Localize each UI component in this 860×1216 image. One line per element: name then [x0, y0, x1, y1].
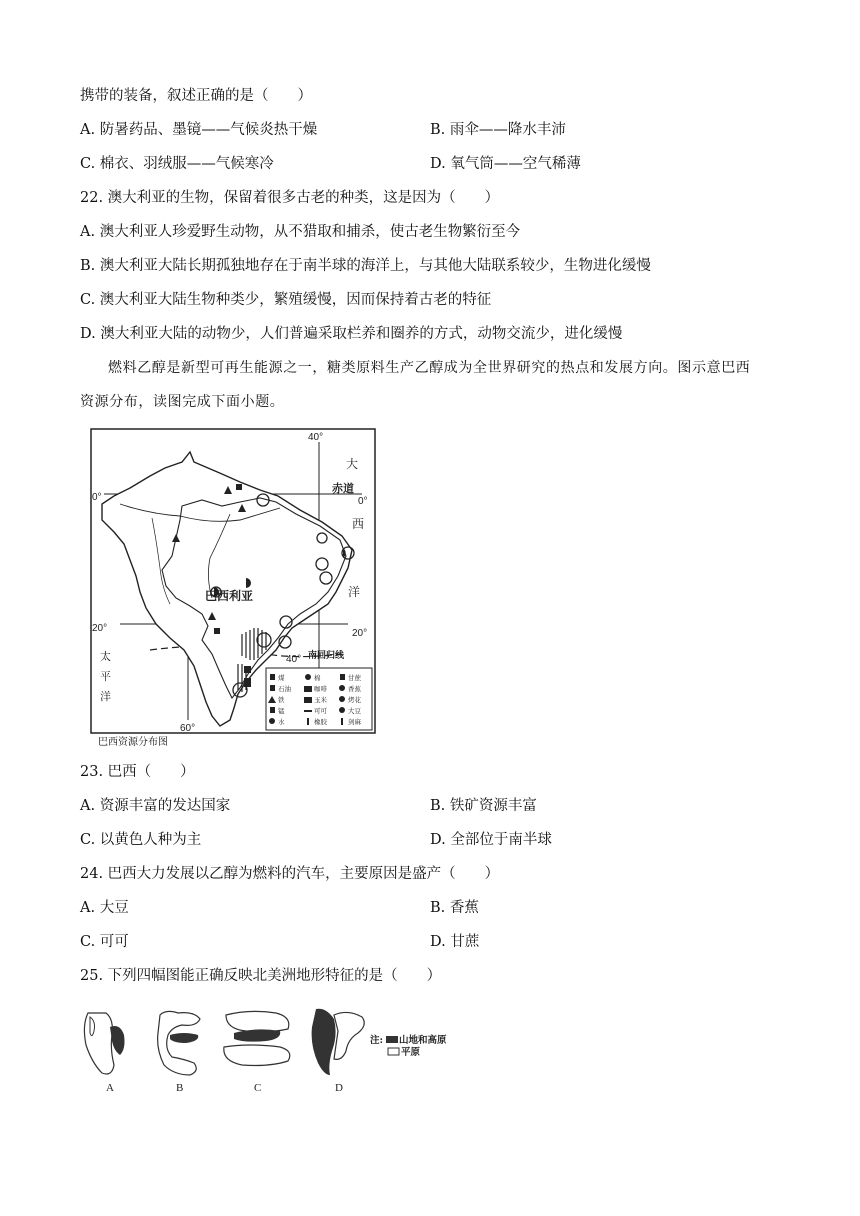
map-pacific-char-1: 太 [100, 650, 111, 663]
legend-iron: 铁 [278, 697, 285, 704]
map-pacific-char-3: 洋 [100, 690, 111, 703]
terrain-label-a: A [106, 1082, 114, 1094]
terrain-label-c: C [254, 1082, 262, 1094]
map-lat0-right-label: 0° [358, 496, 368, 507]
map-lon40-label: 40° [308, 432, 324, 443]
q23-option-d: D. 全部位于南半球 [430, 832, 552, 848]
q25-stem: 25. 下列四幅图能正确反映北美洲地形特征的是（ ） [80, 968, 442, 984]
north-america-terrain-figures [80, 1005, 480, 1095]
map-capital-label: 巴西利亚 [205, 589, 254, 603]
legend-coal: 煤 [278, 675, 285, 682]
legend-oil: 石油 [278, 686, 291, 693]
brazil-resource-map [90, 428, 376, 734]
material-intro-line2: 资源分布，读图完成下面小题。 [80, 394, 285, 410]
legend-corn: 玉米 [314, 697, 327, 704]
terrain-label-d: D [335, 1082, 343, 1094]
map-tropic-label: 南回归线 [308, 651, 345, 661]
map-pacific-char-2: 平 [100, 670, 111, 683]
terrain-label-b: B [176, 1082, 184, 1094]
terrain-legend-mountain: 山地和高原 [399, 1035, 447, 1046]
q24-option-d: D. 甘蔗 [430, 934, 480, 950]
q22-option-a: A. 澳大利亚人珍爱野生动物，从不猎取和捕杀，使古老生物繁衍至今 [80, 224, 521, 240]
q23-option-b: B. 铁矿资源丰富 [430, 798, 537, 814]
map-lon40-bottom-label: 40° [286, 654, 302, 665]
map-lon60-label: 60° [180, 723, 196, 734]
q24-option-c: C. 可可 [80, 934, 129, 950]
q24-option-b: B. 香蕉 [430, 900, 479, 916]
legend-tobacco: 烤花 [348, 697, 361, 704]
q23-stem: 23. 巴西（ ） [80, 764, 195, 780]
q21-option-b: B. 雨伞——降水丰沛 [430, 122, 566, 138]
map-atlantic-char-2: 西 [352, 517, 365, 531]
q21-stem: 携带的装备，叙述正确的是（ ） [80, 88, 312, 104]
terrain-legend-plain-swatch [388, 1048, 399, 1055]
legend-manganese: 锰 [278, 708, 285, 715]
legend-hydro: 水 [278, 719, 285, 726]
legend-cotton: 棉 [314, 675, 321, 682]
q21-option-c: C. 棉衣、羽绒服——气候寒冷 [80, 156, 274, 172]
map-atlantic-char-3: 洋 [348, 585, 361, 599]
map-lat20-label: 20° [92, 623, 108, 634]
legend-banana: 香蕉 [348, 686, 361, 693]
q23-option-a: A. 资源丰富的发达国家 [80, 798, 231, 814]
map-lat0-label: 0° [92, 492, 102, 503]
terrain-legend-plain: 平原 [401, 1047, 421, 1058]
q21-option-a: A. 防暑药品、墨镜——气候炎热干燥 [80, 122, 318, 138]
map-lat20-right-label: 20° [352, 628, 368, 639]
legend-sisal: 剑麻 [348, 719, 361, 726]
q23-option-c: C. 以黄色人种为主 [80, 832, 202, 848]
map-equator-label: 赤道 [332, 482, 354, 495]
q22-option-d: D. 澳大利亚大陆的动物少，人们普遍采取栏养和圈养的方式，动物交流少，进化缓慢 [80, 326, 623, 342]
legend-rubber: 橡胶 [314, 719, 327, 726]
map-atlantic-char-1: 大 [346, 457, 359, 471]
q22-option-b: B. 澳大利亚大陆长期孤独地存在于南半球的海洋上，与其他大陆联系较少，生物进化缓慢 [80, 258, 651, 274]
terrain-legend-mountain-swatch [386, 1036, 398, 1043]
q24-stem: 24. 巴西大力发展以乙醇为燃料的汽车，主要原因是盛产（ ） [80, 866, 500, 882]
q24-option-a: A. 大豆 [80, 900, 129, 916]
legend-sugarcane: 甘蔗 [348, 675, 361, 682]
map-caption: 巴西资源分布图 [98, 737, 168, 748]
q21-option-d: D. 氧气筒——空气稀薄 [430, 156, 581, 172]
legend-soybean: 大豆 [348, 708, 361, 715]
q22-stem: 22. 澳大利亚的生物，保留着很多古老的种类，这是因为（ ） [80, 190, 500, 206]
legend-coffee: 咖啡 [314, 686, 327, 693]
q22-option-c: C. 澳大利亚大陆生物种类少，繁殖缓慢，因而保持着古老的特征 [80, 292, 492, 308]
material-intro-line1: 燃料乙醇是新型可再生能源之一，糖类原料生产乙醇成为全世界研究的热点和发展方向。图示意巴西 [108, 360, 751, 376]
legend-cocoa: 可可 [314, 708, 327, 715]
terrain-legend-note: 注: [370, 1035, 384, 1046]
